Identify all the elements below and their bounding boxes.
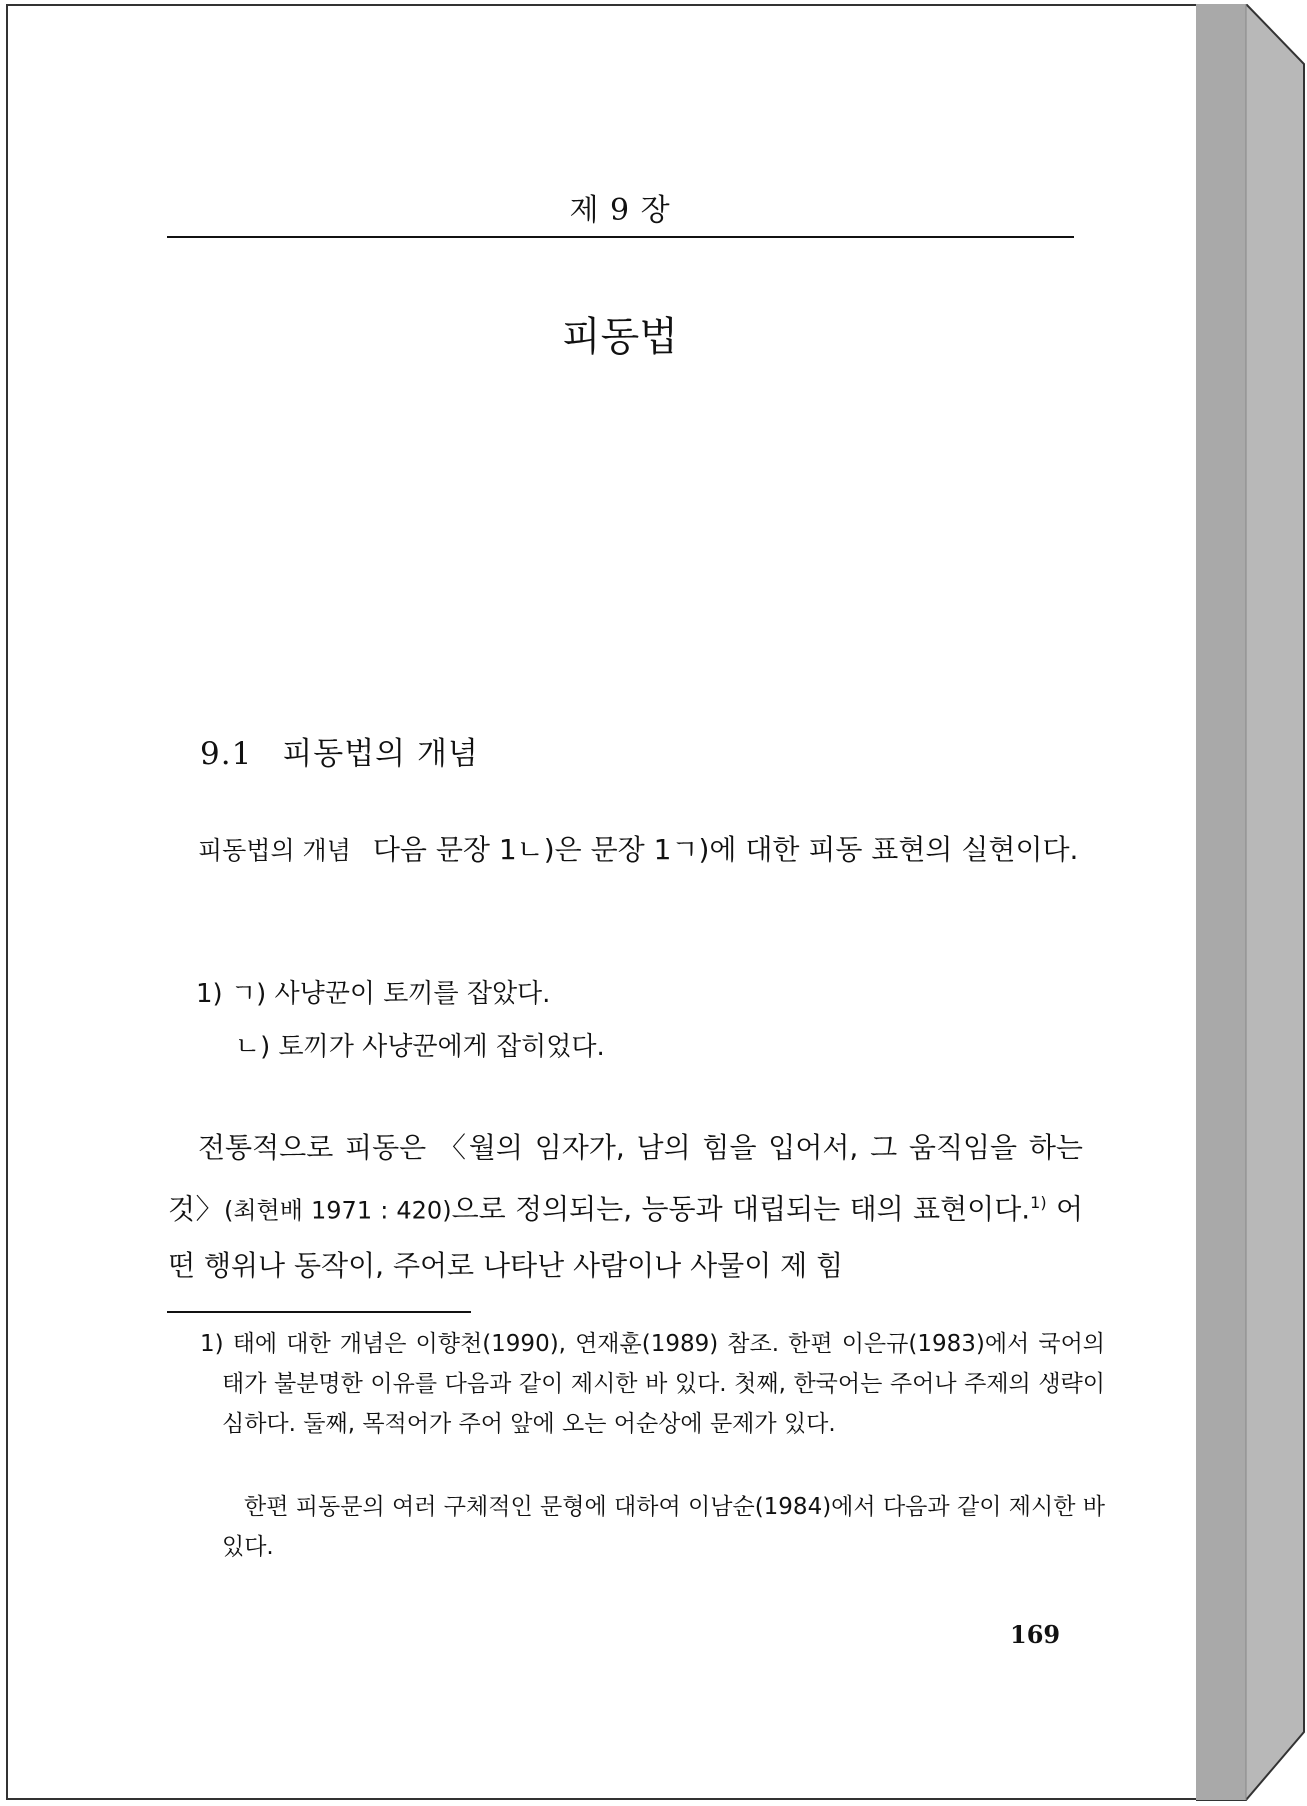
paragraph-concept [168, 822, 1083, 878]
paragraph-text: 전통적으로 피동은 〈월의 임자가, 남의 힘을 입어서, 그 움직임을 하는 것〉 [168, 1131, 1083, 1226]
chapter-title: 피동법 [562, 314, 678, 360]
footnote-reference[interactable]: 1) [1030, 1193, 1047, 1212]
example-item [196, 973, 550, 1010]
paragraph-text: 으로 정의되는, 능동과 대립되는 태의 표현이다. [451, 1192, 1031, 1226]
footnote-text: 한편 피동문의 여러 구체적인 문형에 대하여 이남순(1984)에서 다음과 같이 제시한 바 있다. [222, 1494, 1105, 1560]
chapter-divider [167, 236, 1074, 238]
footnote-divider [167, 1311, 471, 1313]
paragraph-text: 어떤 행위나 동작이, 주어로 나타난 사람이나 사물이 제 힘 [168, 1192, 1083, 1283]
example-label: 1) ㄱ) [196, 979, 267, 1009]
section-number: 9.1 [200, 736, 253, 772]
example-label: ㄴ) [235, 1032, 271, 1062]
page-number: 169 [1010, 1620, 1061, 1649]
example-text: 토끼가 사냥꾼에게 잡히었다. [278, 1032, 605, 1062]
chapter-number: 제 9 장 [569, 193, 671, 228]
example-text: 사냥꾼이 토끼를 잡았다. [274, 979, 551, 1009]
citation: (최현배 1971 : 420) [224, 1196, 452, 1225]
footnote-continuation [200, 1487, 1105, 1567]
paragraph-lead-term: 피동법의 개념 [198, 836, 351, 865]
paragraph-definition [168, 1120, 1083, 1293]
example-item [235, 1026, 605, 1063]
book-side-edge [1196, 4, 1306, 1802]
paragraph-text: 다음 문장 1ㄴ)은 문장 1ㄱ)에 대한 피동 표현의 실현이다. [372, 833, 1079, 866]
footnote [200, 1324, 1105, 1444]
section-title: 피동법의 개념 [282, 736, 479, 772]
footnote-marker: 1) [200, 1331, 224, 1357]
section-heading [200, 728, 479, 773]
footnote-text: 태에 대한 개념은 이향천(1990), 연재훈(1989) 참조. 한편 이은규(1983)에서 국어의 태가 불분명한 이유를 다음과 같이 제시한 바 있다. 첫째, 한국어는 주어나 주제의 생략이 심하다. 둘째, 목적어가 주어 앞에 오는 어순상에 문제가 있다. [222, 1331, 1106, 1437]
